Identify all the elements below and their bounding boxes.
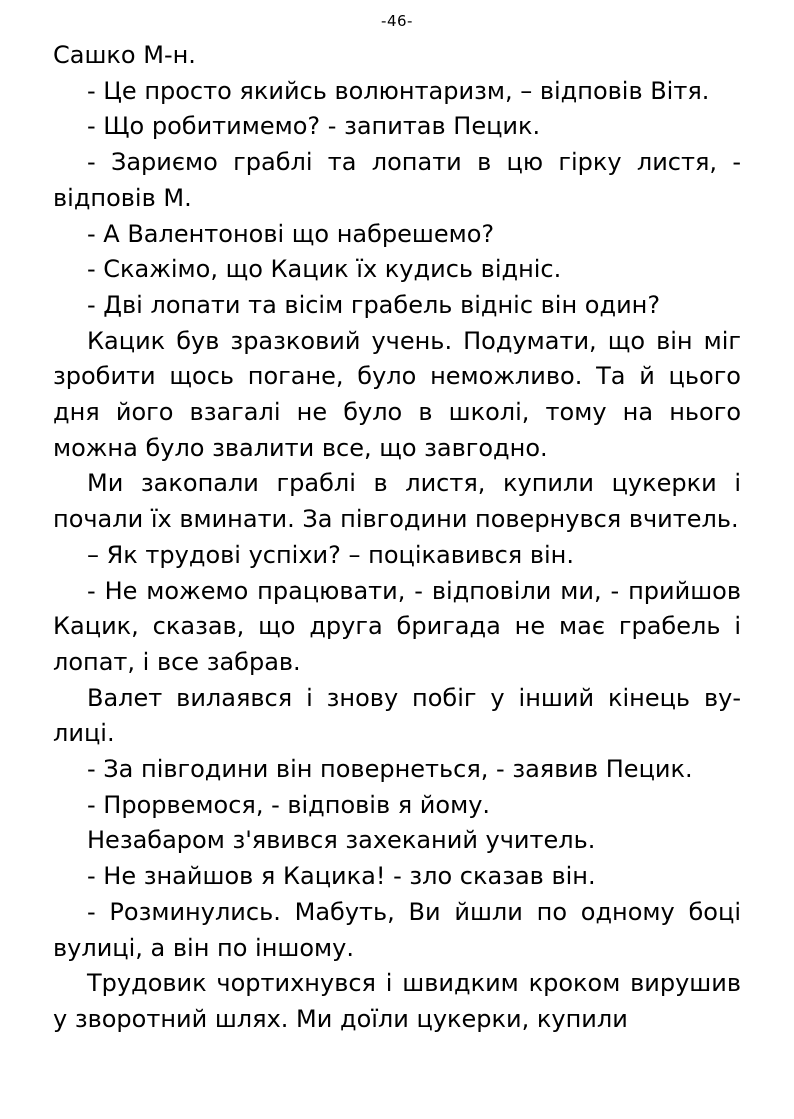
paragraph: – Як трудові успіхи? – поцікавився він.: [87, 540, 574, 569]
paragraph: - Дві лопати та вісім грабель відніс він один?: [87, 290, 661, 319]
paragraph: - Що робитимемо? - запитав Пецик.: [87, 112, 541, 141]
paragraph: Незабаром з'явився захеканий учитель.: [87, 826, 596, 855]
paragraph: - Не знайшов я Кацика! - зло сказав він.: [87, 862, 596, 891]
paragraph: - А Валентонові що набрешемо?: [87, 219, 495, 248]
page-body: [53, 38, 741, 1038]
page-number: -46-: [381, 12, 413, 30]
paragraph: Кацик був зразковий учень. Подумати, що він міг зробити щось погане, було неможливо. Та й цього дня його взагалі не було в школі, тому на нього можна було звалити все, що завгодно.: [53, 326, 741, 462]
paragraph: - Прорвемося, - відповів я йому.: [87, 790, 491, 819]
paragraph: - Скажімо, що Кацик їх кудись відніс.: [87, 255, 562, 284]
paragraph: Сашко М-н.: [53, 41, 196, 69]
paragraph: Ми закопали граблі в листя, купили цукерки і почали їх вминати. За півгодини повернувся вчитель.: [53, 469, 741, 534]
paragraph: - Це просто якийсь волюнтаризм, – відповів Вітя.: [87, 76, 710, 105]
paragraph: - За півгодини він повернеться, - заявив Пецик.: [87, 755, 693, 784]
paragraph: - Розминулись. Мабуть, Ви йшли по одному боці вулиці, а він по іншому.: [53, 897, 741, 962]
paragraph: Валет вилаявся і знову побіг у інший кінець вулиці.: [53, 683, 741, 748]
paragraph: - Зариємо граблі та лопати в цю гірку листя, - відповів М.: [53, 148, 741, 212]
paragraph: - Не можемо працювати, - відповіли ми, - прийшов Кацик, сказав, що друга бригада не має грабель і лопат, і все забрав.: [53, 576, 741, 676]
paragraph: Трудовик чортихнувся і швидким кроком вирушив у зворотний шлях. Ми доїли цукерки, купили: [53, 969, 741, 1033]
